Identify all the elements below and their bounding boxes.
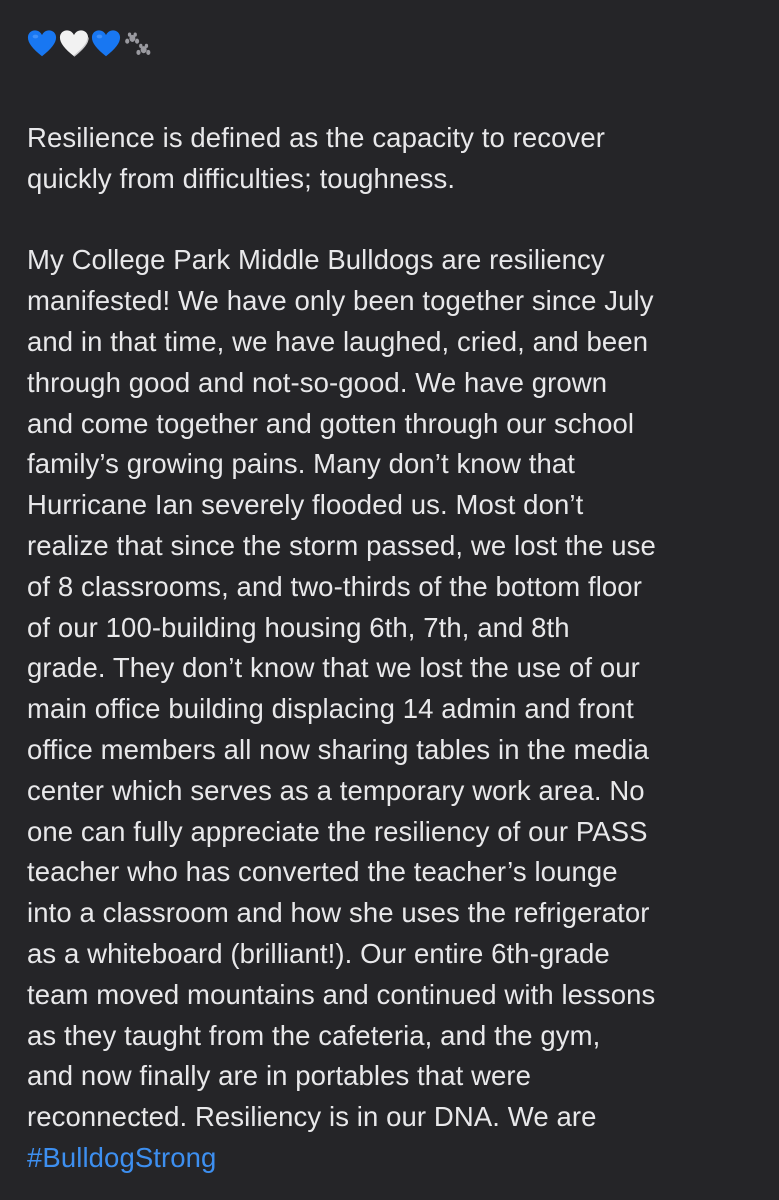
text-line: realize that since the storm passed, we lost the use bbox=[27, 529, 656, 561]
paragraph-definition bbox=[27, 118, 767, 200]
text-line: Hurricane Ian severely flooded us. Most don’t bbox=[27, 489, 584, 521]
text-line: through good and not-so-good. We have grown bbox=[27, 366, 608, 398]
text-line: as they taught from the cafeteria, and the gym, bbox=[27, 1019, 601, 1051]
text-line: family’s growing pains. Many don’t know that bbox=[27, 448, 576, 480]
emoji-row bbox=[27, 22, 767, 66]
text-line: of 8 classrooms, and two-thirds of the bottom floor bbox=[27, 570, 642, 602]
post-content bbox=[27, 22, 767, 1179]
text-line: main office building displacing 14 admin and front bbox=[27, 693, 634, 725]
text-line: of our 100-building housing 6th, 7th, and 8th bbox=[27, 611, 570, 643]
text-line: into a classroom and how she uses the refrigerator bbox=[27, 897, 650, 929]
blue-heart-icon bbox=[91, 29, 121, 59]
white-heart-icon bbox=[59, 29, 89, 59]
text-line: as a whiteboard (brilliant!). Our entire 6th-grade bbox=[27, 937, 610, 969]
text-line: and now finally are in portables that were bbox=[27, 1060, 532, 1092]
text-line: and in that time, we have laughed, cried, and been bbox=[27, 325, 649, 357]
text-line: reconnected. Resiliency is in our DNA. We are bbox=[27, 1101, 597, 1133]
text-line: grade. They don’t know that we lost the use of our bbox=[27, 652, 640, 684]
paragraph-main bbox=[27, 240, 767, 1178]
hashtag-link[interactable]: #BulldogStrong bbox=[27, 1141, 217, 1173]
paragraph-spacer bbox=[27, 200, 767, 241]
text-line: center which serves as a temporary work area. No bbox=[27, 774, 645, 806]
blue-heart-icon bbox=[27, 29, 57, 59]
text-line: one can fully appreciate the resiliency of our PASS bbox=[27, 815, 648, 847]
text-line: teacher who has converted the teacher’s lounge bbox=[27, 856, 618, 888]
paw-prints-icon bbox=[123, 29, 153, 59]
text-line: manifested! We have only been together since July bbox=[27, 285, 654, 317]
post-body bbox=[27, 118, 767, 1179]
text-line: Resilience is defined as the capacity to recover bbox=[27, 122, 606, 153]
text-line: My College Park Middle Bulldogs are resiliency bbox=[27, 244, 605, 276]
text-line: office members all now sharing tables in the media bbox=[27, 733, 650, 765]
text-line: quickly from difficulties; toughness. bbox=[27, 162, 456, 194]
text-line: and come together and gotten through our school bbox=[27, 407, 635, 439]
text-line: team moved mountains and continued with lessons bbox=[27, 978, 656, 1010]
